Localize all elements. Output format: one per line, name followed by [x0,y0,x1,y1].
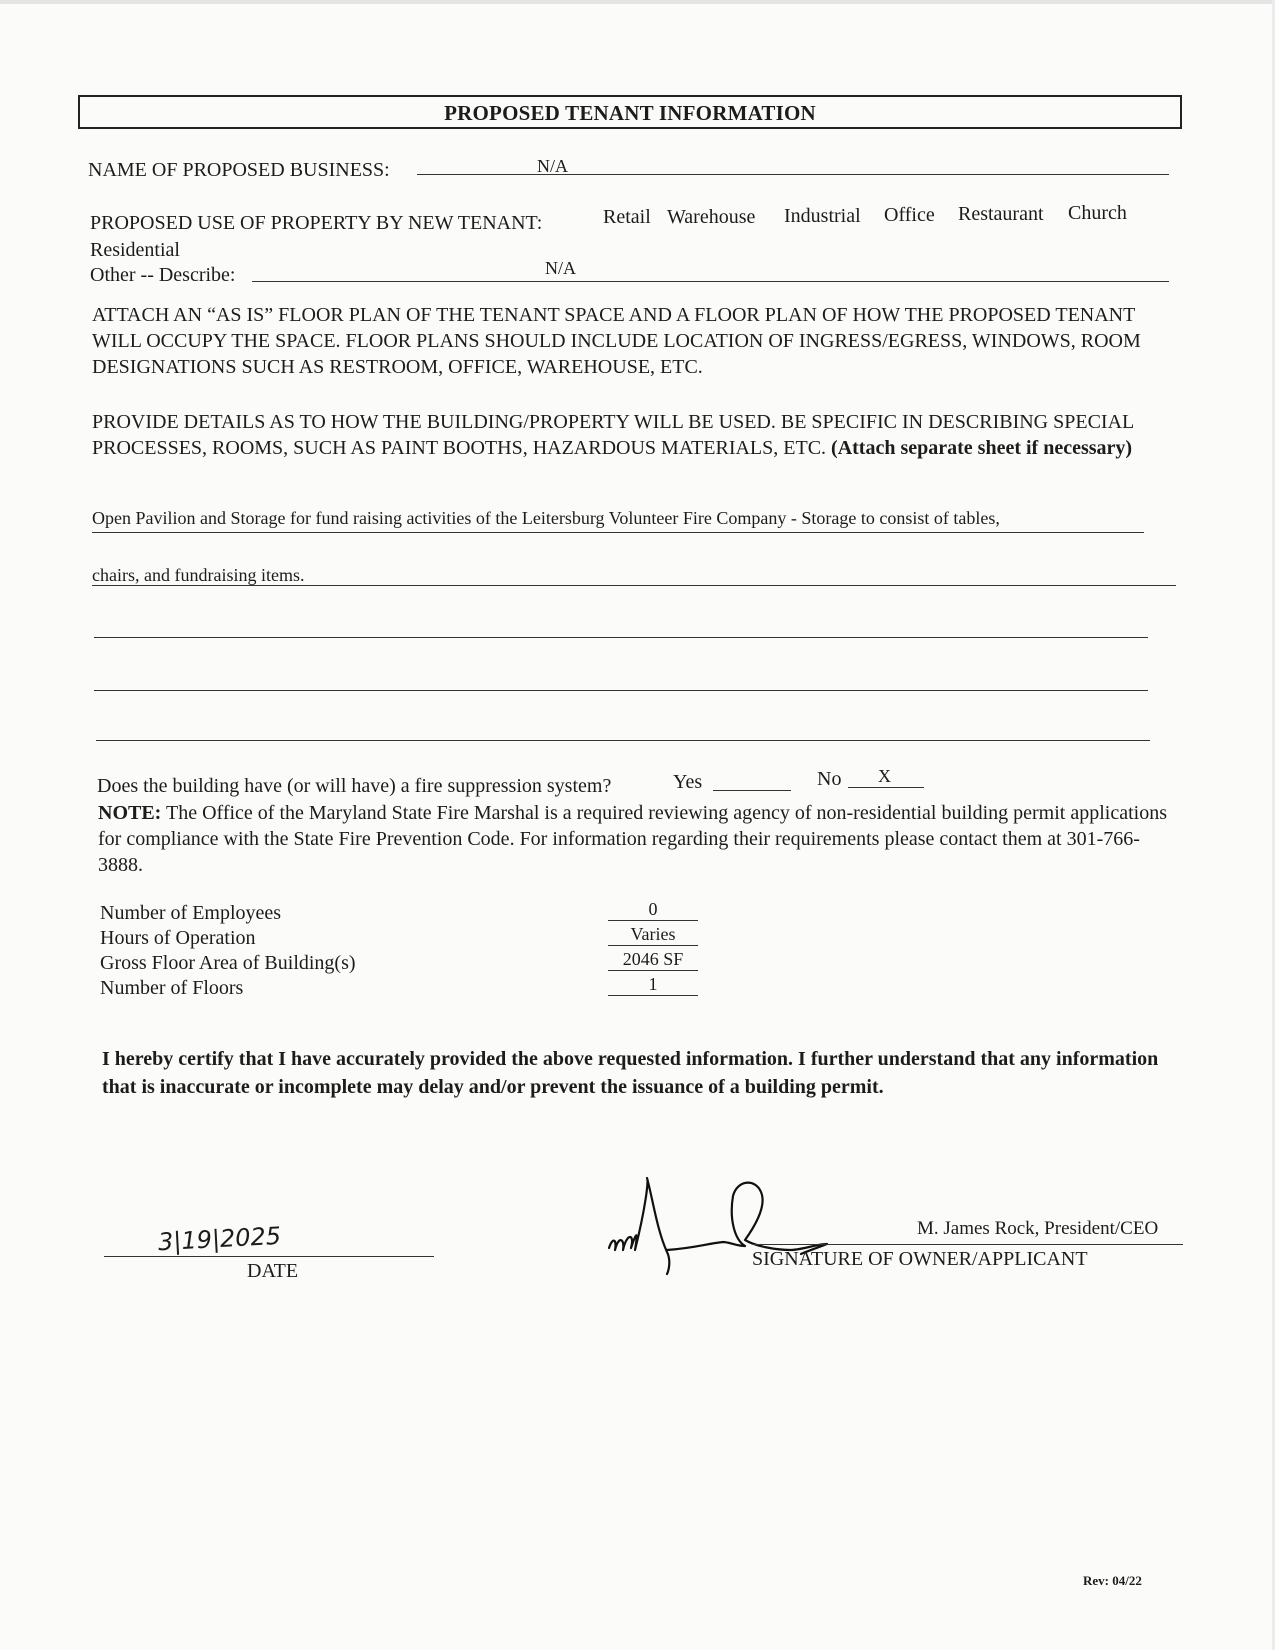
other-describe-label: Other -- Describe: [90,264,236,286]
stat-value: Varies [608,924,698,946]
stat-label: Number of Employees [100,902,282,924]
fire-suppression-question: Does the building have (or will have) a fire suppression system? [97,775,612,797]
certification-statement: I hereby certify that I have accurately provided the above requested information. I further understand that any information that is inaccurate or incomplete may delay and/or prevent the issuance of a building permit. [102,1048,1159,1098]
details-line-1: Open Pavilion and Storage for fund raising activities of the Leitersburg Volunteer Fire Company - Storage to consist of tables, [92,508,1000,528]
fire-no-value: X [878,766,891,786]
date-line [104,1256,434,1257]
use-option-retail: Retail [603,206,651,228]
fire-yes-line [713,790,791,791]
attach-sheet-note: (Attach separate sheet if necessary) [831,437,1133,459]
details-rule [92,585,1176,586]
date-handwritten: 3|19|2025 [157,1221,282,1257]
revision-label: Rev: 04/22 [1083,1573,1142,1588]
stat-label: Gross Floor Area of Building(s) [100,952,356,974]
scan-edge [0,0,1275,4]
fire-marshal-note [98,800,1178,878]
details-rule [94,690,1148,691]
fire-yes-label: Yes [673,771,703,793]
use-option-residential: Residential [90,239,180,261]
stat-value: 2046 SF [608,949,698,971]
details-instructions [92,409,1172,461]
other-describe-value: N/A [545,258,576,278]
proposed-use-label: PROPOSED USE OF PROPERTY BY NEW TENANT: [90,212,543,234]
fire-no-line [848,787,924,788]
details-rule [94,637,1148,638]
use-option-restaurant: Restaurant [958,203,1044,225]
stat-label: Number of Floors [100,977,244,999]
note-text: The Office of the Maryland State Fire Marshal is a required reviewing agency of non-residential building permit applications for compliance with the State Fire Prevention Code. For information regarding their requirements please contact them at 301-766-3888. [98,802,1167,876]
business-name-line [417,174,1169,175]
signature-label: SIGNATURE OF OWNER/APPLICANT [752,1248,1088,1270]
business-name-value: N/A [537,156,568,176]
other-describe-line [252,281,1169,282]
details-line-2: chairs, and fundraising items. [92,565,305,585]
use-option-industrial: Industrial [784,205,861,227]
use-option-warehouse: Warehouse [667,206,756,228]
stat-value: 1 [608,974,698,996]
page-title: PROPOSED TENANT INFORMATION [444,101,816,125]
stat-label: Hours of Operation [100,927,256,949]
date-label: DATE [247,1260,299,1282]
signer-name: M. James Rock, President/CEO [917,1218,1159,1239]
stat-value: 0 [608,899,698,921]
note-label: NOTE: [98,802,162,824]
details-instructions-text: PROVIDE DETAILS AS TO HOW THE BUILDING/PROPERTY WILL BE USED. BE SPECIFIC IN DESCRIBING SPECIAL PROCESSES, ROOMS, SUCH AS PAINT BOOTHS, HAZARDOUS MATERIALS, ETC. [92,411,1134,459]
floor-plan-instructions: ATTACH AN “AS IS” FLOOR PLAN OF THE TENANT SPACE AND A FLOOR PLAN OF HOW THE PROPOSED TENANT WILL OCCUPY THE SPACE. FLOOR PLANS SHOULD INCLUDE LOCATION OF INGRESS/EGRESS, WINDOWS, ROOM DESIGNATIONS SUCH AS RESTROOM, OFFICE, WAREHOUSE, ETC. [92,304,1141,378]
use-option-office: Office [884,204,935,226]
signature-line [753,1244,1183,1245]
details-rule [92,532,1144,533]
business-name-label: NAME OF PROPOSED BUSINESS: [88,159,390,181]
use-option-church: Church [1068,202,1127,224]
details-rule [96,740,1150,741]
title-box [78,95,1182,129]
fire-no-label: No [817,768,842,790]
